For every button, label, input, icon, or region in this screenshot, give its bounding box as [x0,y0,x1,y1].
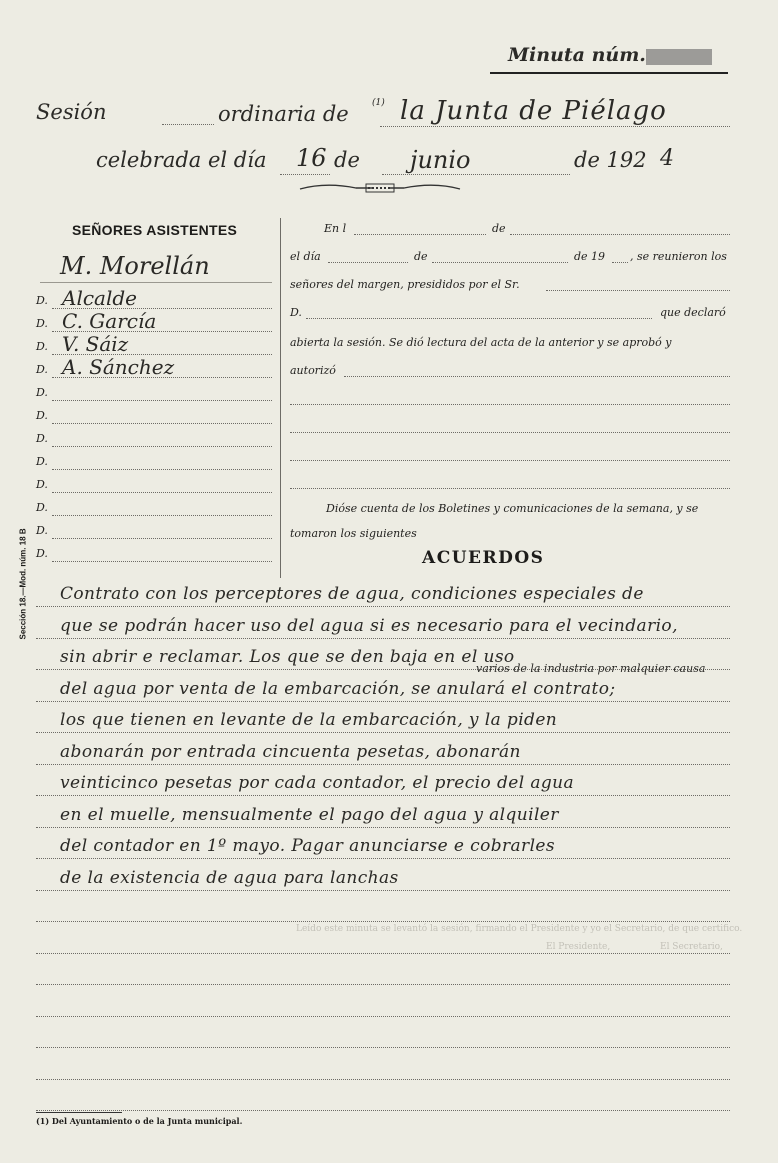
bleed-through-text: Leído este minuta se levantó la sesión, firmando el Presidente y yo el Secretario, de que certifico. [296,924,743,934]
acuerdo-line: Contrato con los perceptores de agua, condiciones especiales de [60,584,644,604]
margin-model-code: Sección 18.—Mod. núm. 18 B [18,528,28,640]
minuta-header [490,40,728,74]
acuerdo-line: de la existencia de agua para lanchas [60,867,399,888]
form-de-19: de 19 [574,250,606,263]
session-year: 4 [660,146,674,171]
form-de-label: de [492,222,506,235]
bleed-through-pres: El Presidente, [546,942,611,952]
footnote-mark: (1) [372,98,385,108]
de-label-1: de [334,148,360,172]
session-month: junio [410,146,471,174]
attendee-d-label: D. [36,317,48,330]
attendee-d-label: D. [36,432,48,445]
attendee-d-label: D. [36,294,48,307]
acuerdo-line: abonarán por entrada cincuenta pesetas, abonarán [60,741,521,762]
form-declaro: que declaró [660,306,726,319]
acuerdo-line: sin abrir e reclamar. Los que se den baja en el uso [60,647,515,667]
footnote-text: (1) Del Ayuntamiento o de la Junta municipal. [36,1116,243,1126]
form-en-label: En l [324,222,347,235]
form-line3: señores del margen, presididos por el Sr. [290,278,520,291]
acuerdo-line: que se podrán hacer uso del agua si es necesario para el vecindario, [60,615,678,636]
minuta-label: Minuta núm. [508,44,646,66]
de-label-2: de 192 [574,148,647,172]
form-tomaron: tomaron los siguientes [290,527,417,540]
acuerdo-line: del contador en 1º mayo. Pagar anunciarse e cobrarles [60,836,555,856]
acuerdo-line: veinticinco pesetas por cada contador, el precio del agua [60,773,575,793]
attendee-d-label: D. [36,409,48,422]
attendee-d-label: D. [36,524,48,537]
ornament-divider [296,180,464,196]
attendee-first: M. Morellán [60,252,210,280]
column-divider [280,218,281,578]
form-d-label: D. [290,306,302,319]
acuerdo-line: en el muelle, mensualmente el pago del agua y alquiler [60,804,559,825]
attendee-d-label: D. [36,501,48,514]
acuerdo-line: los que tienen en levante de la embarcación, y la piden [60,710,558,730]
session-day: 16 [296,144,327,172]
form-diose: Dióse cuenta de los Boletines y comunicaciones de la semana, y se [326,502,699,515]
attendee-d-label: D. [36,386,48,399]
attendees-title: SEÑORES ASISTENTES [72,222,238,238]
celebrada-label: celebrada el día [96,148,267,172]
form-de-b: de [414,250,428,263]
attendee-d-label: D. [36,363,48,376]
minuta-number-box [646,49,712,65]
form-line6: autorizó [290,364,336,377]
attendee-name: A. Sánchez [62,355,175,379]
attendee-name: C. García [62,309,157,333]
sesion-label: Sesión [36,100,107,124]
attendee-d-label: D. [36,478,48,491]
attendee-d-label: D. [36,340,48,353]
attendee-name: V. Sáiz [62,332,129,356]
acuerdos-insert-note: varios de la industria por malquier causa [476,662,706,675]
ordinaria-label: ordinaria de [218,102,349,126]
attendee-d-label: D. [36,547,48,560]
acuerdo-line: del agua por venta de la embarcación, se anulará el contrato; [60,678,616,699]
form-line5: abierta la sesión. Se dió lectura del acta de la anterior y se aprobó y [290,336,672,349]
acuerdos-title: ACUERDOS [422,548,545,568]
form-el-dia: el día [290,250,321,263]
form-reunieron: , se reunieron los [630,250,727,263]
session-body-name: la Junta de Piélago [400,96,667,126]
attendee-d-label: D. [36,455,48,468]
attendee-name: Alcalde [62,286,137,310]
bleed-through-sec: El Secretario, [660,942,723,952]
